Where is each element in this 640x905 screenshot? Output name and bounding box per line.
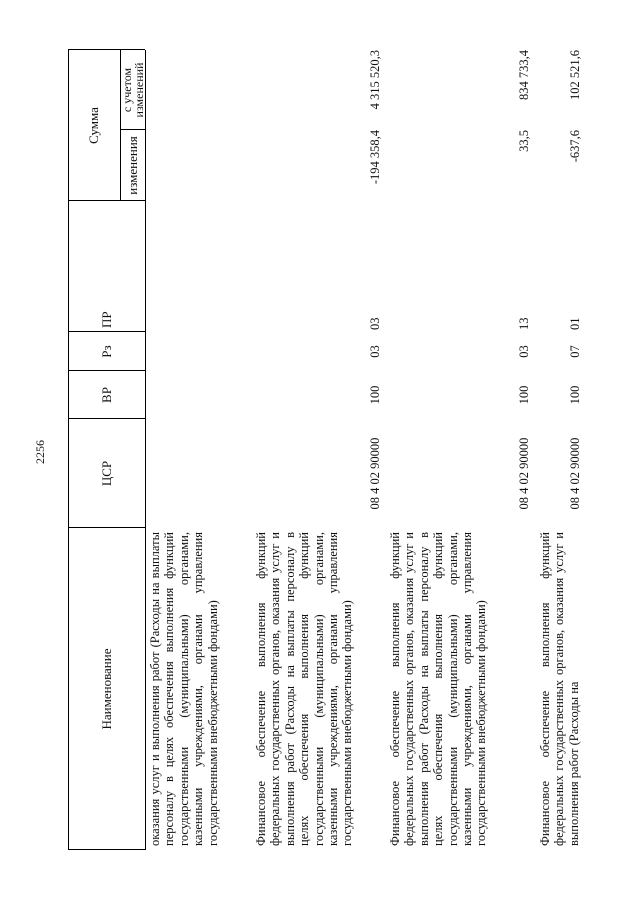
row-3-rz: 03 (517, 345, 531, 358)
row-3-csr: 08 4 02 90000 (517, 437, 531, 510)
row-4-pr: 01 (568, 317, 582, 330)
header-with-changes: с учетом изменений (119, 62, 146, 118)
row-3-changes: 33,5 (517, 130, 531, 152)
header-csr: ЦСР (98, 460, 114, 487)
row-2-name: Финансовое обеспечение выполнения функций федеральных государственных органов, оказания услуг и выполнения работ (Расходы на выплаты персоналу в целях обеспечения выполнения функций государственными (муниципальными) органами, казенными учреждениями, органами управления государственными внебюджетными фондами) (254, 532, 355, 846)
rotated-page (68, 50, 588, 850)
row-4-name: Финансовое обеспечение выполнения функций федеральных государственных органов, оказания услуг и выполнения работ (Расходы на (538, 532, 581, 846)
row-4-with-changes: 102 521,6 (568, 50, 582, 100)
row-2-csr: 08 4 02 90000 (368, 437, 382, 510)
page-number: 2256 (33, 440, 47, 464)
row-3-vr: 100 (517, 385, 531, 405)
row-3-name: Финансовое обеспечение выполнения функций федеральных государственных органов, оказания услуг и выполнения работ (Расходы на выплаты персоналу в целях обеспечения выполнения функций государственными (муниципальными) органами, казенными учреждениями, органами управления государственными внебюджетными фондами) (388, 532, 489, 846)
header-changes: изменения (124, 136, 140, 195)
row-2-vr: 100 (368, 385, 382, 405)
row-2-changes: -194 358,4 (368, 130, 382, 185)
header-rz: Рз (98, 345, 114, 358)
row-2-with-changes: 4 315 520,3 (368, 50, 382, 110)
row-4-csr: 08 4 02 90000 (568, 437, 582, 510)
row-1-name: оказания услуг и выполнения работ (Расходы на выплаты персоналу в целях обеспечения выполнения функций государственными (муниципальными) органами, казенными учреждениями, органами управления государственными внебюджетными фондами) (148, 532, 220, 846)
row-4-changes: -637,6 (568, 130, 582, 163)
budget-table (68, 50, 588, 850)
header-bottom-border (145, 50, 146, 850)
header-name: Наименование (98, 648, 114, 730)
header-sum: Сумма (86, 107, 101, 144)
header-pr: ПР (98, 311, 114, 328)
row-2-pr: 03 (368, 317, 382, 330)
row-4-rz: 07 (568, 345, 582, 358)
row-3-with-changes: 834 733,4 (517, 50, 531, 100)
row-2-rz: 03 (368, 345, 382, 358)
row-3-pr: 13 (517, 317, 531, 330)
header-vr: ВР (98, 387, 114, 403)
row-4-vr: 100 (568, 385, 582, 405)
